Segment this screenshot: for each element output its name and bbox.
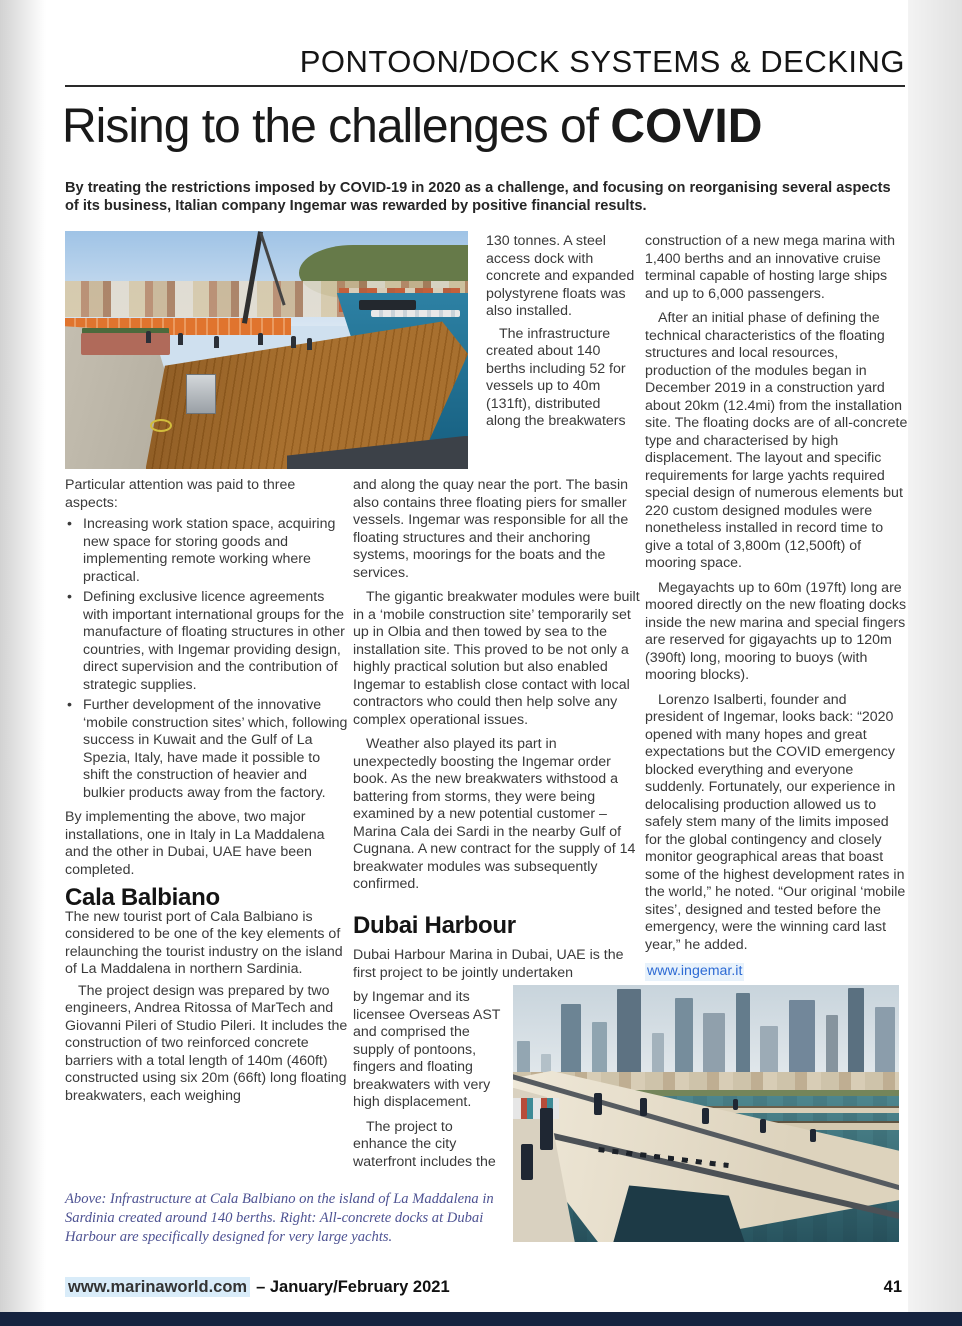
cala-balbiano-photo <box>65 231 468 469</box>
page-number: 41 <box>883 1278 902 1296</box>
paragraph: Megayachts up to 60m (197ft) long are moored directly on the new floating docks inside the new marina and special fingers are reserved for gigayachts up to 120m (390ft) long, mooring to buoys (with mooring blocks). <box>645 579 907 683</box>
paragraph: The new tourist port of Cala Balbiano is considered to be one of the key elements of relaunching the tourist industry on the island of La Maddalena in northern Sardinia. <box>65 908 343 977</box>
footer <box>65 1278 450 1297</box>
bollard <box>521 1144 533 1180</box>
moored-boat <box>359 300 415 310</box>
cable-coil <box>150 419 172 432</box>
paragraph: by Ingemar and its licensee Overseas AST and comprised the supply of pontoons, fingers and floating breakwaters with very high displacement. <box>353 989 501 1110</box>
bollard <box>702 1108 709 1124</box>
list-item: • Further development of the innovative ‘mobile construction sites’ which, following success in Kuwait and the Gulf of La Spezia, Italy, have made it possible to shift the construction of heavier and bulkier products away from the factory. <box>65 697 349 802</box>
article-title-regular: Rising to the challenges of <box>62 100 599 153</box>
subhead-dubai-harbour: Dubai Harbour <box>353 912 516 939</box>
bollard <box>540 1108 553 1150</box>
list-item: • Defining exclusive licence agreements with important international groups for the manufacture of floating structures in other countries, with Ingemar providing design, direct supervision and the contribution of strategic supplies. <box>65 589 349 694</box>
paragraph: construction of a new mega marina with 1,400 berths and an innovative cruise terminal capable of hosting large ships and up to 6,000 passengers. <box>645 233 895 302</box>
bollard <box>594 1093 602 1115</box>
worker-figure <box>258 333 263 345</box>
utility-box <box>186 374 216 414</box>
ingemar-website-link[interactable]: www.ingemar.it <box>647 963 743 979</box>
paragraph: By implementing the above, two major installations, one in Italy in La Maddalena and the other in Dubai, UAE have been completed. <box>65 809 325 878</box>
paragraph: The gigantic breakwater modules were built in a ‘mobile construction site’ temporarily set up in Olbia and then towed by sea to the installation site. This proved to be not only a highly practical solution but also enabled Ingemar to establish close contact with local contractors who could then help solve any complex operational issues. <box>353 589 640 728</box>
column-right <box>645 233 908 981</box>
dubai-harbour-photo <box>513 985 899 1242</box>
paragraph: The infrastructure created about 140 berths including 52 for vessels up to 40m (131ft), distributed along the breakwaters <box>486 325 626 429</box>
worker-figure <box>178 333 183 345</box>
paragraph: The project to enhance the city waterfront includes the <box>353 1118 496 1170</box>
article-title <box>62 99 907 154</box>
scan-gutter-left <box>0 0 46 1326</box>
article-title-bold: COVID <box>610 100 763 153</box>
column-middle-narrow <box>353 989 508 1171</box>
bollard <box>760 1119 766 1133</box>
issue-date: – January/February 2021 <box>256 1278 450 1296</box>
paragraph: and along the quay near the port. The basin also contains three floating piers for smaller vessels. Ingemar was responsible for all the floating structures and their anchoring systems, moorings for the boats and the services. <box>353 477 629 581</box>
paragraph: Weather also played its part in unexpectedly boosting the Ingemar order book. As the new breakwaters withstood a battering from storms, they were being examined by a new potential customer – Marina Cala dei Sardi in the nearby Gulf of Cugnana. A new contract for the supply of 14 breakwater modules was subsequently confirmed. <box>353 736 636 892</box>
column-middle-continued <box>353 947 645 982</box>
planter <box>81 333 170 354</box>
bottom-bar <box>0 1312 962 1326</box>
bullet-list <box>65 516 349 802</box>
paragraph: 130 tonnes. A steel access dock with concrete and expanded polystyrene floats was also installed. <box>486 233 635 319</box>
paragraph: The project design was prepared by two engineers, Andrea Ritossa of MarTech and Giovanni Pileri of Studio Pileri. It includes the construction of two reinforced concrete barriers with a total length of 140m (460ft) constructed using six 20m (66ft) long floating breakwaters, each weighing <box>65 982 348 1104</box>
bollard <box>810 1129 816 1142</box>
scan-gutter-right <box>908 0 962 1326</box>
worker-figure <box>307 338 312 350</box>
header-rule <box>65 85 905 87</box>
bollard <box>640 1098 647 1116</box>
bollard <box>733 1099 738 1110</box>
column-left <box>65 477 349 1105</box>
worker-figure <box>214 336 219 348</box>
paragraph: Particular attention was paid to three aspects: <box>65 477 296 511</box>
paragraph: After an initial phase of defining the technical characteristics of the floating structures and local resources, production of the modules began in December 2019 in a construction yard about 20km (12.4mi) from the installation site. The floating docks are of all-concrete type and characterised by high displacement. The layout and specific requirements for large yachts required special design of numerous elements but 220 custom designed modules were nonetheless installed in record time to give a total of 3,800m (12,500ft) of mooring space. <box>645 310 908 571</box>
paragraph: Lorenzo Isalberti, founder and president of Ingemar, looks back: “2020 opened with many hopes and great expectations but the COVID emergency blocked everything and everyone suddenly. Fortunately, our experience in delocalising production allowed us to safely stem many of the limits imposed for the global contingency and closely monitor geographical areas that boast some of the highest development rates in the world,” he noted. “Our original ‘mobile sites’, designed and tested before the emergency, were the winning card last year,” he added. <box>645 691 906 953</box>
worker-figure <box>146 331 151 343</box>
worker-figure <box>291 336 296 348</box>
section-kicker: PONTOON/DOCK SYSTEMS & DECKING <box>299 44 905 79</box>
photo-caption: Above: Infrastructure at Cala Balbiano on the island of La Maddalena in Sardinia created around 140 berths. Right: All-concrete docks at Dubai Harbour are specifically designed for very large yachts. <box>65 1191 494 1245</box>
subhead-cala-balbiano: Cala Balbiano <box>65 884 220 911</box>
standfirst: By treating the restrictions imposed by COVID-19 in 2020 as a challenge, and focusing on reorganising several aspects of its business, Italian company Ingemar was rewarded by positive financial results. <box>65 180 891 214</box>
column-middle <box>353 477 643 894</box>
subhead-dubai-harbour-wrap <box>353 912 516 940</box>
marina-boats <box>371 310 460 317</box>
marinaworld-link[interactable]: www.marinaworld.com <box>65 1277 250 1297</box>
list-item: • Increasing work station space, acquiring new space for storing goods and implementing remote working where practical. <box>65 516 349 586</box>
paragraph: Dubai Harbour Marina in Dubai, UAE is the first project to be jointly undertaken <box>353 947 624 981</box>
column-middle-top <box>486 233 638 431</box>
